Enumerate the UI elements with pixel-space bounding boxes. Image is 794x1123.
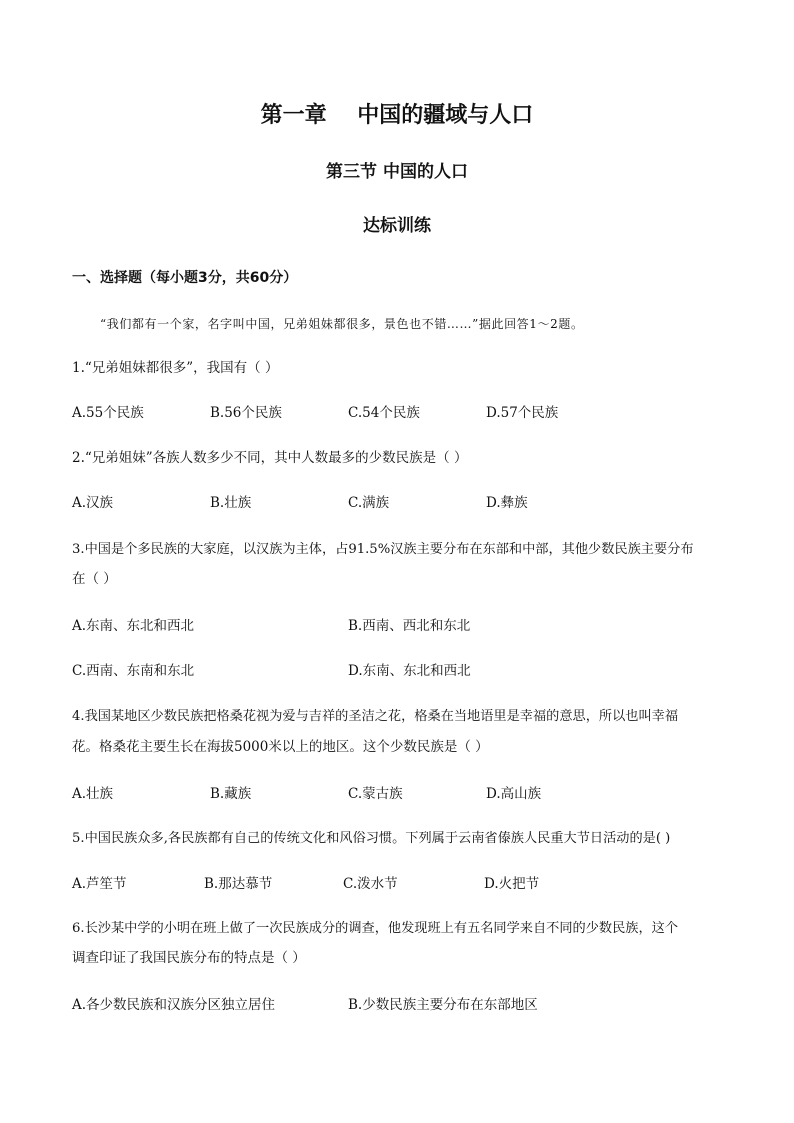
intro-paragraph: “我们都有一个家，名字叫中国，兄弟姐妹都很多，景色也不错……”据此回答1～2题。 — [100, 317, 584, 331]
q1-option-b: B.56个民族 — [210, 405, 282, 421]
q4-option-d: D.高山族 — [486, 786, 542, 802]
chapter-title: 第一章 中国的疆域与人口 — [260, 103, 534, 128]
question-2-stem: 2.“兄弟姐妹”各族人数多少不同，其中人数最多的少数民族是（ ） — [72, 450, 468, 466]
q4-option-c: C.蒙古族 — [348, 786, 403, 802]
question-6-stem-line-1: 6.长沙某中学的小明在班上做了一次民族成分的调查，他发现班上有五名同学来自不同的少数民族，这个 — [72, 921, 679, 936]
q6-option-a: A.各少数民族和汉族分区独立居住 — [72, 997, 276, 1013]
part-heading: 一、选择题（每小题3分，共60分） — [72, 270, 298, 286]
question-4-stem-line-2: 花。格桑花主要生长在海拔5000米以上的地区。这个少数民族是（ ） — [72, 739, 489, 755]
q3-option-b: B.西南、西北和东北 — [348, 618, 471, 634]
q2-option-c: C.满族 — [348, 495, 390, 511]
q3-option-a: A.东南、东北和西北 — [72, 618, 195, 634]
q6-option-b: B.少数民族主要分布在东部地区 — [348, 997, 538, 1013]
q5-option-a: A.芦笙节 — [72, 876, 127, 892]
q2-option-d: D.彝族 — [486, 495, 528, 511]
q5-option-d: D.火把节 — [484, 876, 540, 892]
question-3-stem-line-2: 在（ ） — [72, 571, 117, 587]
q3-option-c: C.西南、东南和东北 — [72, 663, 195, 679]
subtitle: 达标训练 — [363, 216, 431, 236]
question-1-stem: 1.“兄弟姐妹都很多”，我国有（ ） — [72, 360, 279, 376]
q4-option-b: B.藏族 — [210, 786, 252, 802]
section-title: 第三节 中国的人口 — [326, 162, 468, 182]
q2-option-a: A.汉族 — [72, 495, 114, 511]
question-4-stem-line-1: 4.我国某地区少数民族把格桑花视为爱与吉祥的圣洁之花，格桑在当地语里是幸福的意思，所以也叫幸福 — [72, 709, 679, 724]
q1-option-d: D.57个民族 — [486, 405, 559, 421]
question-5-stem: 5.中国民族众多,各民族都有自己的传统文化和风俗习惯。下列属于云南省傣族人民重大节日活动的是( ) — [72, 831, 671, 846]
question-3-stem-line-1: 3.中国是个多民族的大家庭，以汉族为主体，占91.5%汉族主要分布在东部和中部，其他少数民族主要分布 — [72, 542, 694, 557]
q5-option-c: C.泼水节 — [343, 876, 398, 892]
q3-option-d: D.东南、东北和西北 — [348, 663, 471, 679]
question-6-stem-line-2: 调查印证了我国民族分布的特点是（ ） — [72, 950, 306, 966]
q5-option-b: B.那达慕节 — [204, 876, 273, 892]
q1-option-a: A.55个民族 — [72, 405, 144, 421]
q1-option-c: C.54个民族 — [348, 405, 420, 421]
q4-option-a: A.壮族 — [72, 786, 114, 802]
q2-option-b: B.壮族 — [210, 495, 252, 511]
